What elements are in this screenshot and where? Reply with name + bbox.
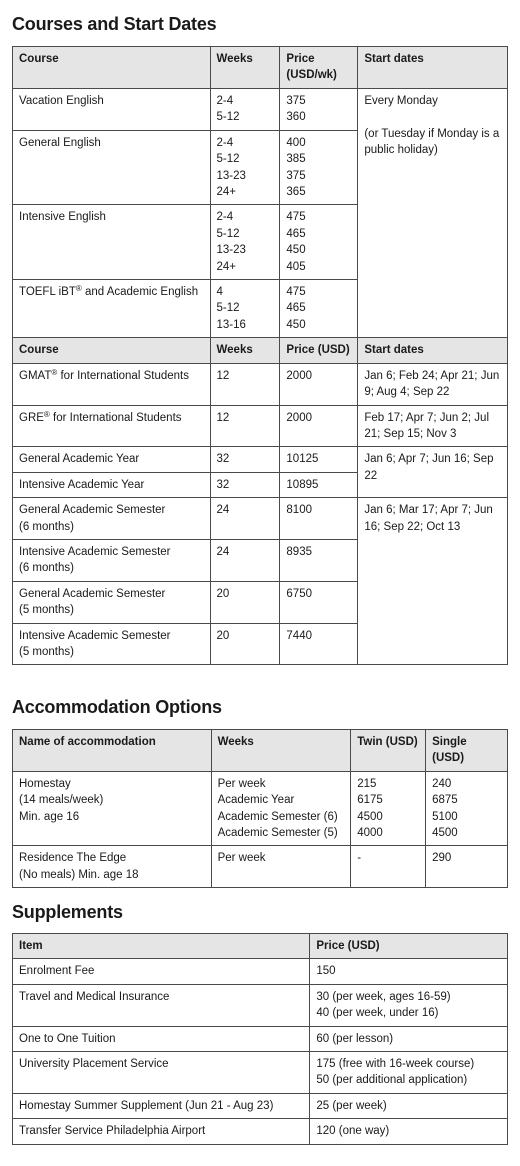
header-weeks: Weeks [211, 730, 351, 772]
table-row [13, 1093, 508, 1118]
course-name [13, 280, 211, 338]
registered-mark: ® [51, 367, 58, 377]
accommodation-weeks: Per week Academic Year Academic Semester (6) Academic Semester (5) [211, 771, 351, 846]
accommodation-single-price: 240 6875 5100 4500 [426, 771, 508, 846]
table-row [13, 1026, 508, 1051]
course-name-part: for International Students [49, 411, 182, 424]
course-price: 10125 [280, 447, 358, 472]
course-name: General English [13, 130, 211, 205]
table-row [13, 1052, 508, 1094]
registered-mark: ® [43, 409, 50, 419]
courses-section-title: Courses and Start Dates [12, 14, 217, 34]
supplements-header-row [13, 934, 508, 959]
course-name-part: GRE [19, 411, 44, 424]
table-row [13, 405, 508, 447]
table-row [13, 363, 508, 405]
course-weeks: 4 5-12 13-16 [210, 280, 280, 338]
course-name: Intensive Academic Year [13, 472, 211, 497]
course-weeks: 20 [210, 581, 280, 623]
supplement-item: One to One Tuition [13, 1026, 310, 1051]
header-weeks: Weeks [210, 47, 280, 89]
accommodation-table [12, 729, 508, 888]
course-price: 2000 [280, 363, 358, 405]
course-weeks: 12 [210, 363, 280, 405]
supplement-price: 60 (per lesson) [310, 1026, 508, 1051]
course-weeks: 2-4 5-12 [210, 88, 280, 130]
course-price: 10895 [280, 472, 358, 497]
accommodation-twin-price: - [351, 846, 426, 888]
table-row [13, 447, 508, 472]
course-name-part: GMAT [19, 369, 52, 382]
supplement-price: 175 (free with 16-week course) 50 (per additional application) [310, 1052, 508, 1094]
course-start-dates: Jan 6; Feb 24; Apr 21; Jun 9; Aug 4; Sep 22 [358, 363, 508, 405]
course-name: General Academic Year [13, 447, 211, 472]
course-weeks: 2-4 5-12 13-23 24+ [210, 205, 280, 280]
course-price: 475 465 450 [280, 280, 358, 338]
course-weeks: 12 [210, 405, 280, 447]
header-item: Item [13, 934, 310, 959]
course-start-dates: Jan 6; Apr 7; Jun 16; Sep 22 [358, 447, 508, 498]
accommodation-section-title: Accommodation Options [12, 697, 222, 717]
course-price: 6750 [280, 581, 358, 623]
supplement-price: 30 (per week, ages 16-59) 40 (per week, under 16) [310, 984, 508, 1026]
supplement-item: University Placement Service [13, 1052, 310, 1094]
supplement-item: Homestay Summer Supplement (Jun 21 - Aug 23) [13, 1093, 310, 1118]
course-name: Intensive Academic Semester (5 months) [13, 623, 211, 665]
course-name: Vacation English [13, 88, 211, 130]
course-start-dates: Jan 6; Mar 17; Apr 7; Jun 16; Sep 22; Oct 13 [358, 498, 508, 665]
table-row [13, 498, 508, 540]
course-price: 8935 [280, 539, 358, 581]
course-price: 475 465 450 405 [280, 205, 358, 280]
table-row [13, 88, 508, 130]
course-weeks: 20 [210, 623, 280, 665]
course-start-dates: Feb 17; Apr 7; Jun 2; Jul 21; Sep 15; Nov 3 [358, 405, 508, 447]
supplement-item: Enrolment Fee [13, 959, 310, 984]
course-price: 8100 [280, 498, 358, 540]
table-row [13, 984, 508, 1026]
header-price: Price (USD) [280, 338, 358, 363]
accommodation-twin-price: 215 6175 4500 4000 [351, 771, 426, 846]
course-price: 7440 [280, 623, 358, 665]
header-weeks: Weeks [210, 338, 280, 363]
header-accommodation-name: Name of accommodation [13, 730, 212, 772]
course-name: Intensive Academic Semester (6 months) [13, 539, 211, 581]
course-price: 400 385 375 365 [280, 130, 358, 205]
course-name [13, 405, 211, 447]
course-weeks: 24 [210, 498, 280, 540]
accommodation-name: Homestay (14 meals/week) Min. age 16 [13, 771, 212, 846]
course-weeks: 32 [210, 447, 280, 472]
table-row [13, 959, 508, 984]
course-name-part: and Academic English [81, 286, 199, 299]
header-single: Single (USD) [426, 730, 508, 772]
course-weeks: 24 [210, 539, 280, 581]
accommodation-weeks: Per week [211, 846, 351, 888]
table-row [13, 1119, 508, 1144]
header-start-dates: Start dates [358, 338, 508, 363]
header-course: Course [13, 338, 211, 363]
registered-mark: ® [75, 284, 82, 294]
course-name: General Academic Semester (5 months) [13, 581, 211, 623]
course-weeks: 32 [210, 472, 280, 497]
supplements-table [12, 933, 508, 1145]
supplements-section-title: Supplements [12, 902, 123, 922]
supplement-price: 25 (per week) [310, 1093, 508, 1118]
header-price: Price (USD) [310, 934, 508, 959]
accommodation-single-price: 290 [426, 846, 508, 888]
supplement-item: Travel and Medical Insurance [13, 984, 310, 1026]
header-start-dates: Start dates [358, 47, 508, 89]
course-name-part: for International Students [57, 369, 189, 382]
course-weeks: 2-4 5-12 13-23 24+ [210, 130, 280, 205]
supplement-price: 150 [310, 959, 508, 984]
table-row [13, 771, 508, 846]
header-twin: Twin (USD) [351, 730, 426, 772]
table-row [13, 846, 508, 888]
course-name-part: TOEFL iBT [19, 286, 76, 299]
courses-table [12, 46, 508, 665]
courses-header-row [13, 338, 508, 363]
course-name: Intensive English [13, 205, 211, 280]
course-price: 2000 [280, 405, 358, 447]
header-course: Course [13, 47, 211, 89]
accommodation-header-row [13, 730, 508, 772]
courses-header-row [13, 47, 508, 89]
course-name [13, 363, 211, 405]
course-price: 375 360 [280, 88, 358, 130]
accommodation-name: Residence The Edge (No meals) Min. age 18 [13, 846, 212, 888]
supplement-price: 120 (one way) [310, 1119, 508, 1144]
supplement-item: Transfer Service Philadelphia Airport [13, 1119, 310, 1144]
course-name: General Academic Semester (6 months) [13, 498, 211, 540]
course-start-dates: Every Monday (or Tuesday if Monday is a public holiday) [358, 88, 508, 337]
header-price: Price (USD/wk) [280, 47, 358, 89]
